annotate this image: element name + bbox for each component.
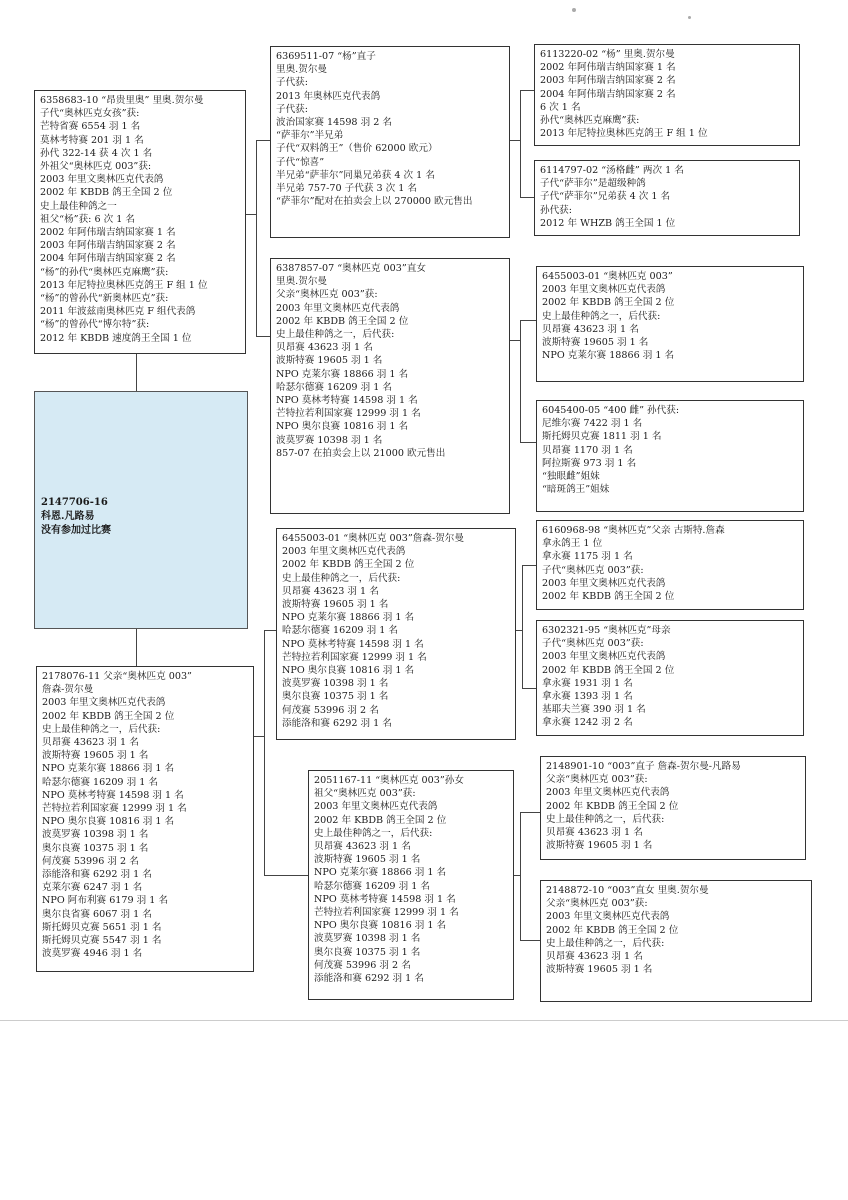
record-line: 何茂赛 53996 羽 2 名: [314, 959, 411, 971]
record-line: 半兄弟 757-70 子代获 3 次 1 名: [276, 183, 418, 195]
record-line: 2012 年 WHZB 鸽王全国 1 位: [540, 217, 676, 229]
record-line: NPO 莫林考特赛 14598 羽 1 名: [276, 395, 418, 407]
subject-race-status: 没有参加过比赛: [41, 525, 111, 536]
record-line: NPO 莫林考特赛 14598 羽 1 名: [282, 638, 424, 650]
record-line: 2004 年阿伟瑞吉纳国家赛 2 名: [540, 88, 676, 100]
connector-gp4-a: [520, 812, 540, 813]
record-line: 阿拉斯赛 973 羽 1 名: [542, 457, 637, 469]
ring-number-line: 6045400-05 “400 雌” 孙代获:: [542, 405, 680, 416]
record-line: 里奥.贺尔曼: [276, 64, 328, 76]
record-line: NPO 莫林考特赛 14598 羽 1 名: [314, 893, 456, 905]
record-line: NPO 奥尔良赛 10816 羽 1 名: [282, 665, 415, 677]
subject-text: [41, 496, 111, 538]
ring-number-line: 6160968-98 “奥林匹克”父亲 古斯特.詹森: [542, 525, 725, 536]
record-line: 2002 年 KBDB 鸽王全国 2 位: [282, 559, 415, 571]
record-line: 哈瑟尔德赛 16209 羽 1 名: [42, 776, 158, 788]
ring-number-line: 6113220-02 “杨” 里奥.贺尔曼: [540, 49, 675, 60]
record-line: NPO 克莱尔赛 18866 羽 1 名: [276, 368, 409, 380]
ggp-box-4: [536, 400, 804, 512]
connector-gp1-h: [510, 140, 520, 141]
record-line: 子代“奥林匹克 003”获:: [542, 638, 644, 650]
record-line: 何茂赛 53996 羽 2 名: [282, 704, 379, 716]
record-line: 2003 年里文奥林匹克代表鸽: [542, 651, 666, 663]
ring-number-line: 6387857-07 “奥林匹克 003”直女: [276, 263, 426, 274]
record-line: 波治国家赛 14598 羽 2 名: [276, 117, 392, 129]
record-line: 添能洛和赛 6292 羽 1 名: [314, 973, 424, 985]
record-line: 波斯特赛 19605 羽 1 名: [276, 355, 383, 367]
connector-sire-dam: [256, 336, 270, 337]
record-line: 史上最佳种鸽之一，后代获:: [546, 813, 665, 825]
record-line: 2003 年阿伟瑞吉纳国家赛 2 名: [540, 75, 676, 87]
dam-sire-box: [276, 528, 516, 740]
record-line: 史上最佳种鸽之一，后代获:: [314, 827, 433, 839]
record-line: 2002 年阿伟瑞吉纳国家赛 1 名: [40, 227, 176, 239]
record-line: NPO 莫林考特赛 14598 羽 1 名: [42, 789, 184, 801]
connector-gp3-b: [522, 688, 536, 689]
record-line: 贝昂赛 43623 羽 1 名: [282, 585, 379, 597]
connector-gp3-a: [522, 565, 536, 566]
ring-number-line: 2178076-11 父亲“奥林匹克 003”: [42, 671, 192, 682]
connector-gp4-v: [520, 812, 521, 940]
connector-gp1-b: [520, 197, 534, 198]
record-line: 2003 年里文奥林匹克代表鸽: [542, 284, 666, 296]
record-line: “杨”的曾孙代“博尔特”获:: [40, 319, 150, 331]
record-line: 半兄弟“萨菲尔”同巢兄弟获 4 次 1 名: [276, 169, 435, 181]
record-line: 波莫罗赛 10398 羽 1 名: [282, 678, 389, 690]
sire-box: [34, 90, 246, 354]
record-line: 斯托姆贝克赛 5651 羽 1 名: [42, 921, 162, 933]
record-line: “杨”的孙代“奥林匹克麻鹰”获:: [40, 266, 169, 278]
record-line: 2002 年 KBDB 鸽王全国 2 位: [546, 800, 679, 812]
record-line: NPO 克莱尔赛 18866 羽 1 名: [282, 612, 415, 624]
record-line: 哈瑟尔德赛 16209 羽 1 名: [276, 381, 392, 393]
connector-gp1-v: [520, 90, 521, 197]
record-line: 添能洛和赛 6292 羽 1 名: [42, 869, 152, 881]
record-line: 祖父“杨”获: 6 次 1 名: [40, 213, 136, 225]
record-line: 奥尔良省赛 6067 羽 1 名: [42, 908, 152, 920]
ring-number-line: 6358683-10 “昂贵里奥” 里奥.贺尔曼: [40, 95, 204, 106]
record-line: 贝昂赛 43623 羽 1 名: [314, 841, 411, 853]
sire-dam-box: [270, 258, 510, 514]
record-line: 2003 年里文奥林匹克代表鸽: [546, 911, 670, 923]
ggp-box-2: [534, 160, 800, 236]
record-line: 史上最佳种鸽之一，后代获:: [546, 937, 665, 949]
connector-sire-v: [256, 140, 257, 336]
record-line: 子代“奥林匹克女孩”获:: [40, 108, 140, 120]
subject-owner: 科恩.凡路易: [41, 511, 95, 522]
connector-sire-h: [246, 214, 256, 215]
connector-sire-sire: [256, 140, 270, 141]
record-line: 拿永赛 1393 羽 1 名: [542, 691, 633, 703]
record-line: 2002 年 KBDB 鸽王全国 2 位: [546, 924, 679, 936]
record-line: 2002 年 KBDB 鸽王全国 2 位: [314, 814, 447, 826]
ring-number-line: 2051167-11 “奥林匹克 003”孙女: [314, 775, 464, 786]
record-line: 波斯特赛 19605 羽 1 名: [314, 854, 421, 866]
record-line: 贝昂赛 1170 羽 1 名: [542, 444, 633, 456]
record-line: NPO 克莱尔赛 18866 羽 1 名: [42, 763, 175, 775]
record-line: 拿永赛 1175 羽 1 名: [542, 551, 633, 563]
record-line: 孙代“奥林匹克麻鹰”获:: [540, 115, 640, 127]
record-line: 子代获:: [276, 103, 309, 115]
record-line: 2003 年里文奥林匹克代表鸽: [282, 546, 406, 558]
record-line: 波斯特赛 19605 羽 1 名: [546, 840, 653, 852]
connector-dam-dam: [264, 875, 308, 876]
record-line: 子代“惊喜”: [276, 156, 325, 168]
connector-gp1-a: [520, 90, 534, 91]
record-line: 芒特拉若利国家赛 12999 羽 1 名: [276, 408, 421, 420]
connector-gp2-v: [520, 320, 521, 442]
record-line: 贝昂赛 43623 羽 1 名: [546, 951, 643, 963]
record-line: 詹森-贺尔曼: [42, 684, 94, 696]
record-line: 里奥.贺尔曼: [276, 276, 328, 288]
record-line: 2003 年里文奥林匹克代表鸽: [542, 577, 666, 589]
record-line: 2002 年 KBDB 鸽王全国 2 位: [40, 187, 173, 199]
record-line: 父亲“奥林匹克 003”获:: [276, 289, 378, 301]
record-line: 2003 年里文奥林匹克代表鸽: [314, 801, 438, 813]
record-line: 史上最佳种鸽之一，后代获:: [542, 310, 661, 322]
record-line: “萨菲尔”半兄弟: [276, 130, 344, 142]
record-line: 斯托姆贝克赛 5547 羽 1 名: [42, 935, 162, 947]
record-line: 波莫罗赛 10398 羽 1 名: [42, 829, 149, 841]
page-edge-line: [0, 1020, 848, 1021]
record-line: 添能洛和赛 6292 羽 1 名: [282, 717, 392, 729]
record-line: 2003 年里文奥林匹克代表鸽: [546, 787, 670, 799]
record-line: 2013 年奥林匹克代表鸽: [276, 90, 381, 102]
connector-gp4-b: [520, 940, 540, 941]
scan-speck: [688, 16, 691, 19]
record-line: 波斯特赛 19605 羽 1 名: [546, 964, 653, 976]
connector-dam-v: [264, 630, 265, 875]
connector-gp3-v: [522, 565, 523, 688]
record-line: 芒特拉若利国家赛 12999 羽 1 名: [314, 907, 459, 919]
record-line: 贝昂赛 43623 羽 1 名: [42, 737, 139, 749]
record-line: 拿永赛 1931 羽 1 名: [542, 677, 633, 689]
connector-gp2-b: [520, 442, 536, 443]
ring-number-line: 2148901-10 “003”直子 詹森-贺尔曼-凡路易: [546, 761, 741, 772]
record-line: 波斯特赛 19605 羽 1 名: [42, 750, 149, 762]
ring-number-line: 6114797-02 “汤格雌” 两次 1 名: [540, 165, 684, 176]
record-line: 史上最佳种鸽之一，后代获:: [42, 723, 161, 735]
record-line: 贝昂赛 43623 羽 1 名: [542, 323, 639, 335]
record-line: 斯托姆贝克赛 1811 羽 1 名: [542, 431, 662, 443]
record-line: 贝昂赛 43623 羽 1 名: [546, 827, 643, 839]
record-line: 2011 年波兹南奥林匹克 F 组代表鸽: [40, 306, 196, 318]
record-line: 父亲“奥林匹克 003”获:: [546, 898, 648, 910]
connector-dam-sire: [264, 630, 276, 631]
record-line: 2002 年阿伟瑞吉纳国家赛 1 名: [540, 62, 676, 74]
record-line: “杨”的曾孙代“新奥林匹克”获:: [40, 293, 169, 305]
record-line: 外祖父“奥林匹克 003”获:: [40, 161, 152, 173]
record-line: 奥尔良赛 10375 羽 1 名: [42, 842, 149, 854]
record-line: 2012 年 KBDB 速度鸽王全国 1 位: [40, 332, 192, 344]
subject-box: [34, 391, 248, 629]
record-line: 子代“萨菲尔”兄弟获 4 次 1 名: [540, 191, 671, 203]
record-line: 拿永赛 1242 羽 2 名: [542, 717, 633, 729]
ggp-box-7: [540, 756, 806, 860]
record-line: 芒特省赛 6554 羽 1 名: [40, 121, 141, 133]
record-line: 2004 年阿伟瑞吉纳国家赛 2 名: [40, 253, 176, 265]
ring-number-line: 2148872-10 “003”直女 里奥.贺尔曼: [546, 885, 709, 896]
record-line: 祖父“奥林匹克 003”获:: [314, 788, 416, 800]
subject-ring-number: 2147706-16: [41, 497, 108, 508]
connector-subject-dam: [136, 629, 137, 666]
ring-number-line: 6455003-01 “奥林匹克 003”: [542, 271, 673, 282]
ring-number-line: 6302321-95 “奥林匹克”母亲: [542, 625, 671, 636]
connector-dam-h: [254, 736, 264, 737]
record-line: 波斯特赛 19605 羽 1 名: [542, 337, 649, 349]
ggp-box-3: [536, 266, 804, 382]
record-line: NPO 奥尔良赛 10816 羽 1 名: [314, 920, 447, 932]
record-line: 6 次 1 名: [540, 101, 581, 113]
ggp-box-1: [534, 44, 800, 146]
record-line: 父亲“奥林匹克 003”获:: [546, 774, 648, 786]
record-line: “暗斑鸽王”姐妹: [542, 484, 610, 496]
record-line: 史上最佳种鸽之一: [40, 200, 117, 212]
record-line: 波莫罗赛 10398 羽 1 名: [276, 434, 383, 446]
record-line: 2002 年 KBDB 鸽王全国 2 位: [542, 664, 675, 676]
record-line: 哈瑟尔德赛 16209 羽 1 名: [314, 880, 430, 892]
record-line: 2013 年尼特拉奥林匹克鸽王 F 组 1 位: [40, 279, 208, 291]
record-line: 何茂赛 53996 羽 2 名: [42, 855, 139, 867]
record-line: “萨菲尔”配对在拍卖会上以 270000 欧元售出: [276, 196, 473, 208]
connector-subject-sire: [136, 354, 137, 391]
dam-dam-box: [308, 770, 514, 1000]
record-line: 贝昂赛 43623 羽 1 名: [276, 342, 373, 354]
record-line: 2002 年 KBDB 鸽王全国 2 位: [42, 710, 175, 722]
record-line: 孙代 322-14 获 4 次 1 名: [40, 147, 153, 159]
record-line: 子代“奥林匹克 003”获:: [542, 564, 644, 576]
record-line: 莫林考特赛 201 羽 1 名: [40, 134, 144, 146]
record-line: 芒特拉若利国家赛 12999 羽 1 名: [42, 803, 187, 815]
record-line: NPO 阿布利赛 6179 羽 1 名: [42, 895, 169, 907]
record-line: 2002 年 KBDB 鸽王全国 2 位: [542, 297, 675, 309]
record-line: 克莱尔赛 6247 羽 1 名: [42, 882, 143, 894]
record-line: NPO 克莱尔赛 18866 羽 1 名: [314, 867, 447, 879]
ggp-box-5: [536, 520, 804, 610]
record-line: 拿永鸽王 1 位: [542, 538, 603, 550]
record-line: 芒特拉若利国家赛 12999 羽 1 名: [282, 651, 427, 663]
record-line: 基耶夫兰赛 390 羽 1 名: [542, 704, 646, 716]
record-line: 奥尔良赛 10375 羽 1 名: [314, 946, 421, 958]
ggp-box-6: [536, 620, 804, 736]
record-line: 史上最佳种鸽之一，后代获:: [282, 572, 401, 584]
record-line: NPO 奥尔良赛 10816 羽 1 名: [276, 421, 409, 433]
record-line: 子代获:: [276, 77, 309, 89]
sire-sire-box: [270, 46, 510, 238]
record-line: NPO 克莱尔赛 18866 羽 1 名: [542, 350, 675, 362]
record-line: 2002 年 KBDB 鸽王全国 2 位: [276, 315, 409, 327]
record-line: 2003 年里文奥林匹克代表鸽: [40, 174, 164, 186]
record-line: 奥尔良赛 10375 羽 1 名: [282, 691, 389, 703]
record-line: 波莫罗赛 10398 羽 1 名: [314, 933, 421, 945]
record-line: 子代“萨菲尔”是超级种鸽: [540, 178, 646, 190]
record-line: 孙代获:: [540, 204, 573, 216]
ggp-box-8: [540, 880, 812, 1002]
ring-number-line: 6455003-01 “奥林匹克 003”詹森-贺尔曼: [282, 533, 464, 544]
record-line: 波斯特赛 19605 羽 1 名: [282, 599, 389, 611]
record-line: 2013 年尼特拉奥林匹克鸽王 F 组 1 位: [540, 128, 708, 140]
connector-gp2-a: [520, 320, 536, 321]
ring-number-line: 6369511-07 “杨”直子: [276, 51, 376, 62]
record-line: 波莫罗赛 4946 羽 1 名: [42, 948, 143, 960]
dam-box: [36, 666, 254, 972]
record-line: 史上最佳种鸽之一，后代获:: [276, 329, 395, 341]
record-line: 857-07 在拍卖会上以 21000 欧元售出: [276, 447, 446, 459]
record-line: 哈瑟尔德赛 16209 羽 1 名: [282, 625, 398, 637]
record-line: NPO 奥尔良赛 10816 羽 1 名: [42, 816, 175, 828]
record-line: “独眼雌”姐妹: [542, 471, 600, 483]
record-line: 2003 年里文奥林匹克代表鸽: [276, 302, 400, 314]
record-line: 2003 年阿伟瑞吉纳国家赛 2 名: [40, 240, 176, 252]
scan-speck: [572, 8, 576, 12]
record-line: 2003 年里文奥林匹克代表鸽: [42, 697, 166, 709]
record-line: 子代“双料鸽王”（售价 62000 欧元）: [276, 143, 438, 155]
record-line: 2002 年 KBDB 鸽王全国 2 位: [542, 591, 675, 603]
connector-gp2-h: [510, 340, 520, 341]
record-line: 尼维尔赛 7422 羽 1 名: [542, 418, 643, 430]
